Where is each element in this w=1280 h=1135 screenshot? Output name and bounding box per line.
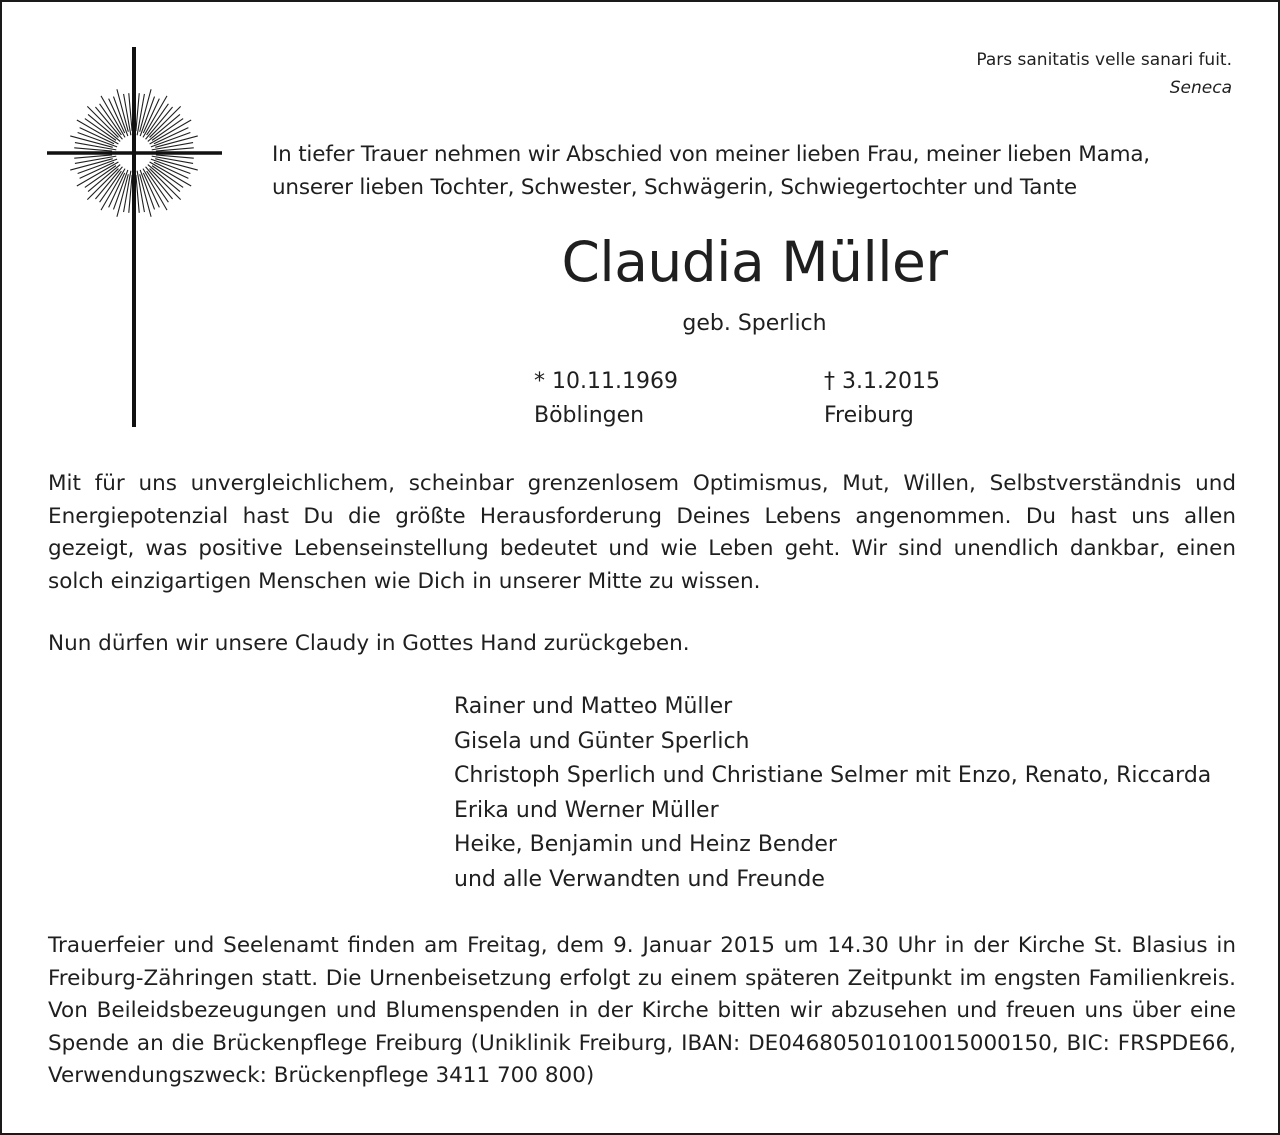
sunburst-ray <box>148 114 180 141</box>
sunburst-ray <box>143 169 167 211</box>
mourner-entry: Christoph Sperlich und Christiane Selmer mit Enzo, Renato, Riccarda <box>454 763 1212 789</box>
sunburst-ray <box>146 107 173 139</box>
sunburst-ray <box>148 165 180 192</box>
sunburst-ray <box>88 165 120 192</box>
sunburst-ray <box>101 96 125 138</box>
sunburst-ray <box>101 169 125 211</box>
birth-info <box>534 365 678 433</box>
maiden-name: geb. Sperlich <box>682 311 827 336</box>
mourners-list <box>454 690 1211 898</box>
tribute-paragraph: Mit für uns unvergleichlichem, scheinbar grenzenlosem Optimismus, Mut, Willen, Selbstverständnis und Energiepotenzial hast Du die größte Herausforderung Deines Lebens angenommen. Du hast uns allen gezeigt, was positive Lebenseinstellung bedeutet und wie Leben geht. Wir sind unendlich dankbar, einen solch einzigartigen Menschen wie Dich in unserer Mitte zu wissen. <box>48 471 1236 594</box>
death-info <box>824 365 940 433</box>
sunburst-ray <box>150 120 192 144</box>
sunburst-ray <box>146 167 173 199</box>
birth-date: * 10.11.1969 <box>534 369 678 394</box>
epigraph-text: Pars sanitatis velle sanari fuit. <box>976 50 1232 70</box>
sunburst-ray <box>150 106 181 137</box>
mourner-entry: Rainer und Matteo Müller <box>454 694 733 719</box>
deceased-name: Claudia Müller <box>561 230 948 294</box>
mourner-entry: und alle Verwandten und Freunde <box>454 866 825 892</box>
sunburst-ray <box>88 114 120 141</box>
mourner-entry: Heike, Benjamin und Heinz Bender <box>454 832 837 858</box>
death-place: Freiburg <box>824 403 914 428</box>
sunburst-ray <box>87 106 118 137</box>
service-information: Trauerfeier und Seelenamt finden am Freitag, dem 9. Januar 2015 um 14.30 Uhr in der Kirche St. Blasius in Freiburg-Zähringen statt. Die Urnenbeisetzung erfolgt zu einem späteren Zeitpunkt im engsten Familienkreis. Von Beileidsbezeugungen und Blumenspenden in der Kirche bitten wir abzusehen und freuen uns über eine Spende an die Brückenpflege Freiburg (Uniklinik Freiburg, IBAN: DE04680501010015000150, BIC: FRSPDE66, Verwendungszweck: Brückenpflege 3411 700 800) <box>48 933 1236 1088</box>
sunburst-ray <box>87 169 118 200</box>
mourner-entry: Gisela und Günter Sperlich <box>454 728 750 754</box>
closing-sentence: Nun dürfen wir unsere Claudy in Gottes Hand zurückgeben. <box>48 631 690 656</box>
sunburst-ray <box>77 162 119 186</box>
intro-line: In tiefer Trauer nehmen wir Abschied von meiner lieben Frau, meiner lieben Mama, <box>272 142 1150 167</box>
mourner-entry: Erika und Werner Müller <box>454 797 719 823</box>
sunburst-ray <box>95 107 122 139</box>
epigraph <box>976 46 1232 102</box>
sunburst-ray <box>77 120 119 144</box>
sunburst-ray <box>143 96 167 138</box>
intro-text <box>272 138 1247 204</box>
sunburst-ray <box>95 167 122 199</box>
sunburst-ray <box>150 162 192 186</box>
birth-place: Böblingen <box>534 403 645 428</box>
epigraph-author: Seneca <box>1169 78 1232 98</box>
death-date: † 3.1.2015 <box>824 369 940 394</box>
sunburst-ray <box>150 169 181 200</box>
radiant-cross-icon <box>42 42 232 432</box>
intro-line: unserer lieben Tochter, Schwester, Schwägerin, Schwiegertochter und Tante <box>272 175 1077 200</box>
